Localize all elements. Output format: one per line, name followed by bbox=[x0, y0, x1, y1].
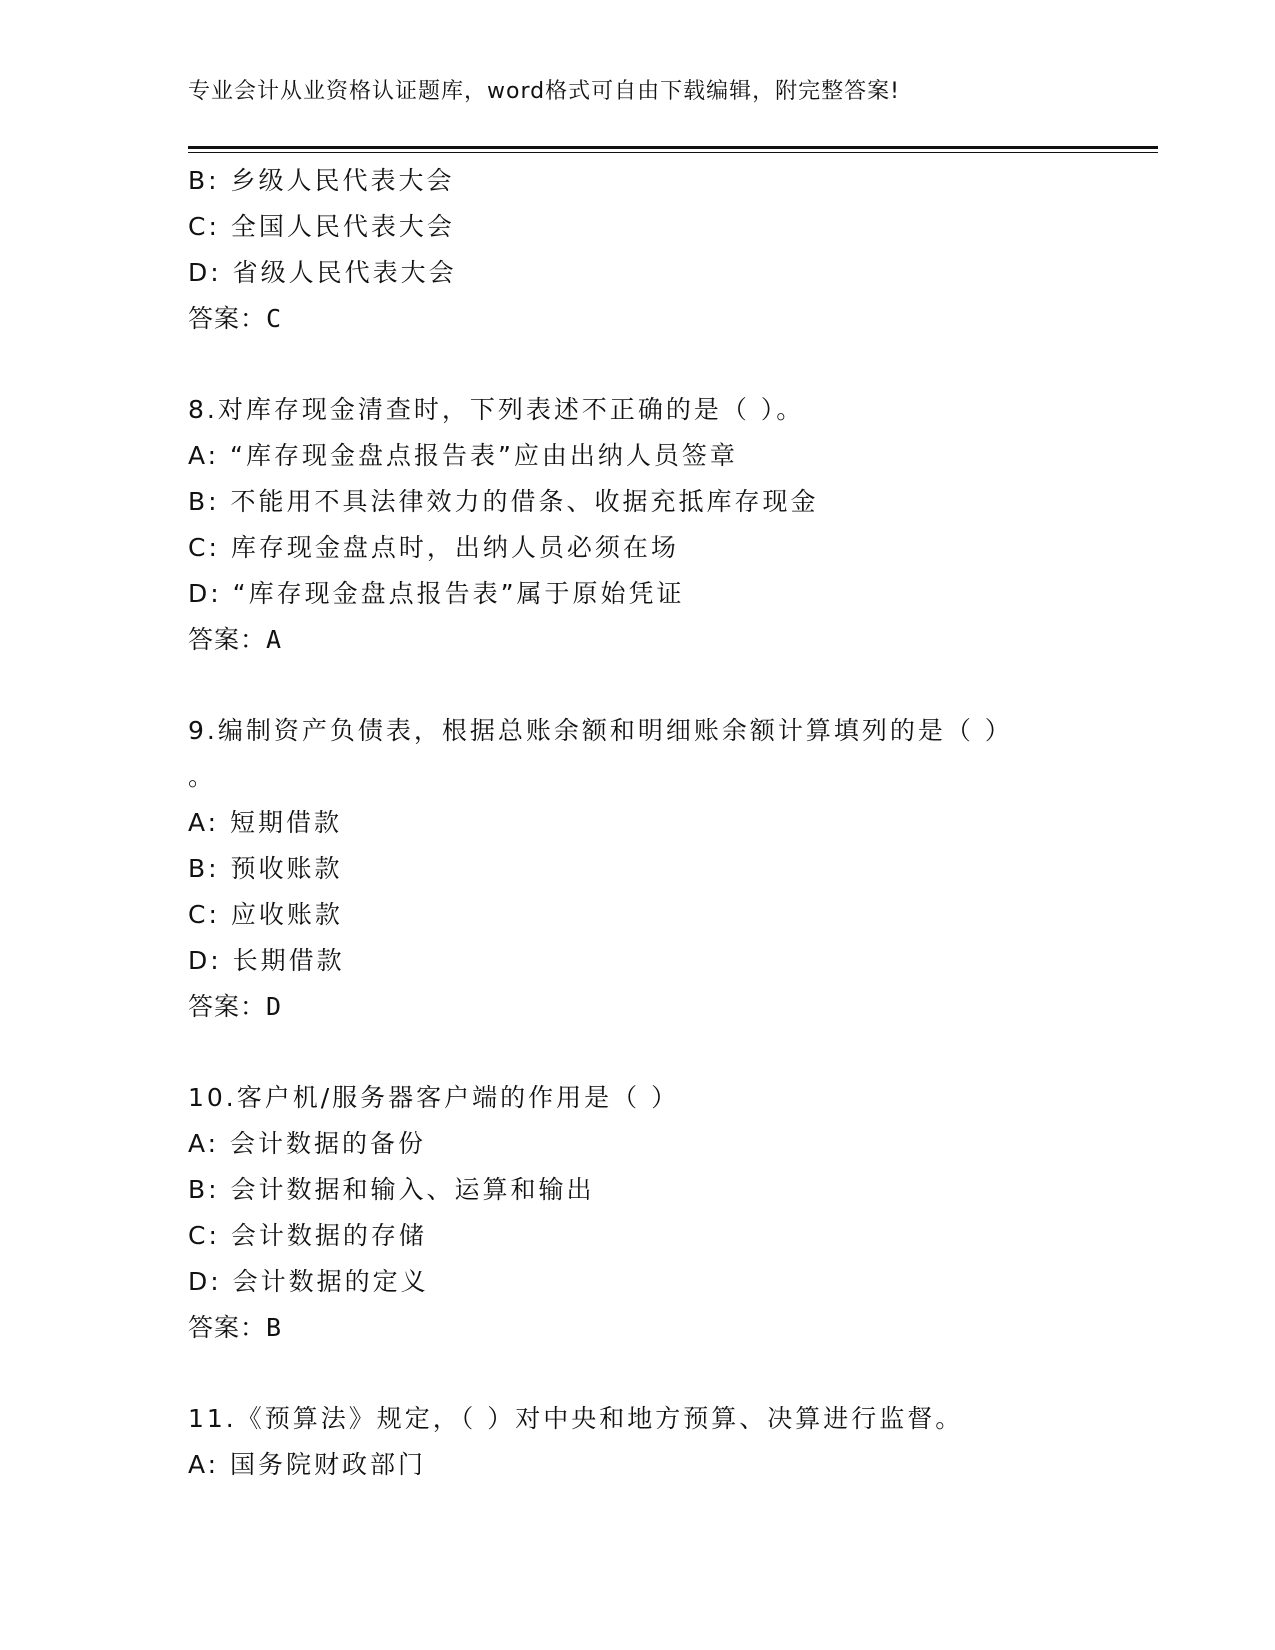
option-d: D: 省级人民代表大会 bbox=[188, 258, 457, 287]
answer-line bbox=[188, 617, 1148, 663]
answer-line bbox=[188, 1305, 1148, 1351]
question-stem: 11.《预算法》规定，（ ）对中央和地方预算、决算进行监督。 bbox=[188, 1404, 964, 1433]
answer-key: B bbox=[266, 1313, 283, 1342]
document-body bbox=[188, 158, 1148, 1488]
question-stem: 9.编制资产负债表，根据总账余额和明细账余额计算填列的是（ ） bbox=[188, 716, 1013, 745]
header-rule-thick bbox=[188, 146, 1158, 149]
page-header: 专业会计从业资格认证题库，word格式可自由下载编辑，附完整答案! bbox=[188, 79, 900, 104]
option-a: A: 短期借款 bbox=[188, 808, 343, 837]
option-b: B: 不能用不具法律效力的借条、收据充抵库存现金 bbox=[188, 487, 819, 516]
option-c: C: 会计数据的存储 bbox=[188, 1221, 427, 1250]
answer-key: A bbox=[266, 625, 283, 654]
question-stem: 10.客户机/服务器客户端的作用是（ ） bbox=[188, 1083, 680, 1112]
option-a: A: “库存现金盘点报告表”应由出纳人员签章 bbox=[188, 441, 738, 470]
question-8 bbox=[188, 387, 1148, 663]
option-d: D: 会计数据的定义 bbox=[188, 1267, 429, 1296]
question-stem-continuation: 。 bbox=[188, 762, 214, 791]
answer-key: C bbox=[266, 304, 283, 333]
option-a: A: 国务院财政部门 bbox=[188, 1450, 427, 1479]
question-9 bbox=[188, 708, 1148, 1030]
question-10 bbox=[188, 1075, 1148, 1351]
answer-label: 答案： bbox=[188, 304, 267, 333]
option-b: B: 会计数据和输入、运算和输出 bbox=[188, 1175, 595, 1204]
header-rule-thin bbox=[188, 152, 1158, 153]
option-b: B: 乡级人民代表大会 bbox=[188, 166, 455, 195]
answer-line bbox=[188, 984, 1148, 1030]
answer-key: D bbox=[266, 992, 283, 1021]
question-stem: 8.对库存现金清查时，下列表述不正确的是（ ）。 bbox=[188, 395, 805, 424]
option-d: D: 长期借款 bbox=[188, 946, 345, 975]
answer-label: 答案： bbox=[188, 1313, 267, 1342]
answer-line bbox=[188, 296, 1148, 342]
answer-label: 答案： bbox=[188, 625, 267, 654]
option-d: D: “库存现金盘点报告表”属于原始凭证 bbox=[188, 579, 685, 608]
question-11 bbox=[188, 1396, 1148, 1488]
option-c: C: 库存现金盘点时，出纳人员必须在场 bbox=[188, 533, 679, 562]
answer-label: 答案： bbox=[188, 992, 267, 1021]
option-c: C: 全国人民代表大会 bbox=[188, 212, 455, 241]
option-a: A: 会计数据的备份 bbox=[188, 1129, 427, 1158]
option-b: B: 预收账款 bbox=[188, 854, 343, 883]
option-c: C: 应收账款 bbox=[188, 900, 343, 929]
question-7-tail bbox=[188, 158, 1148, 342]
